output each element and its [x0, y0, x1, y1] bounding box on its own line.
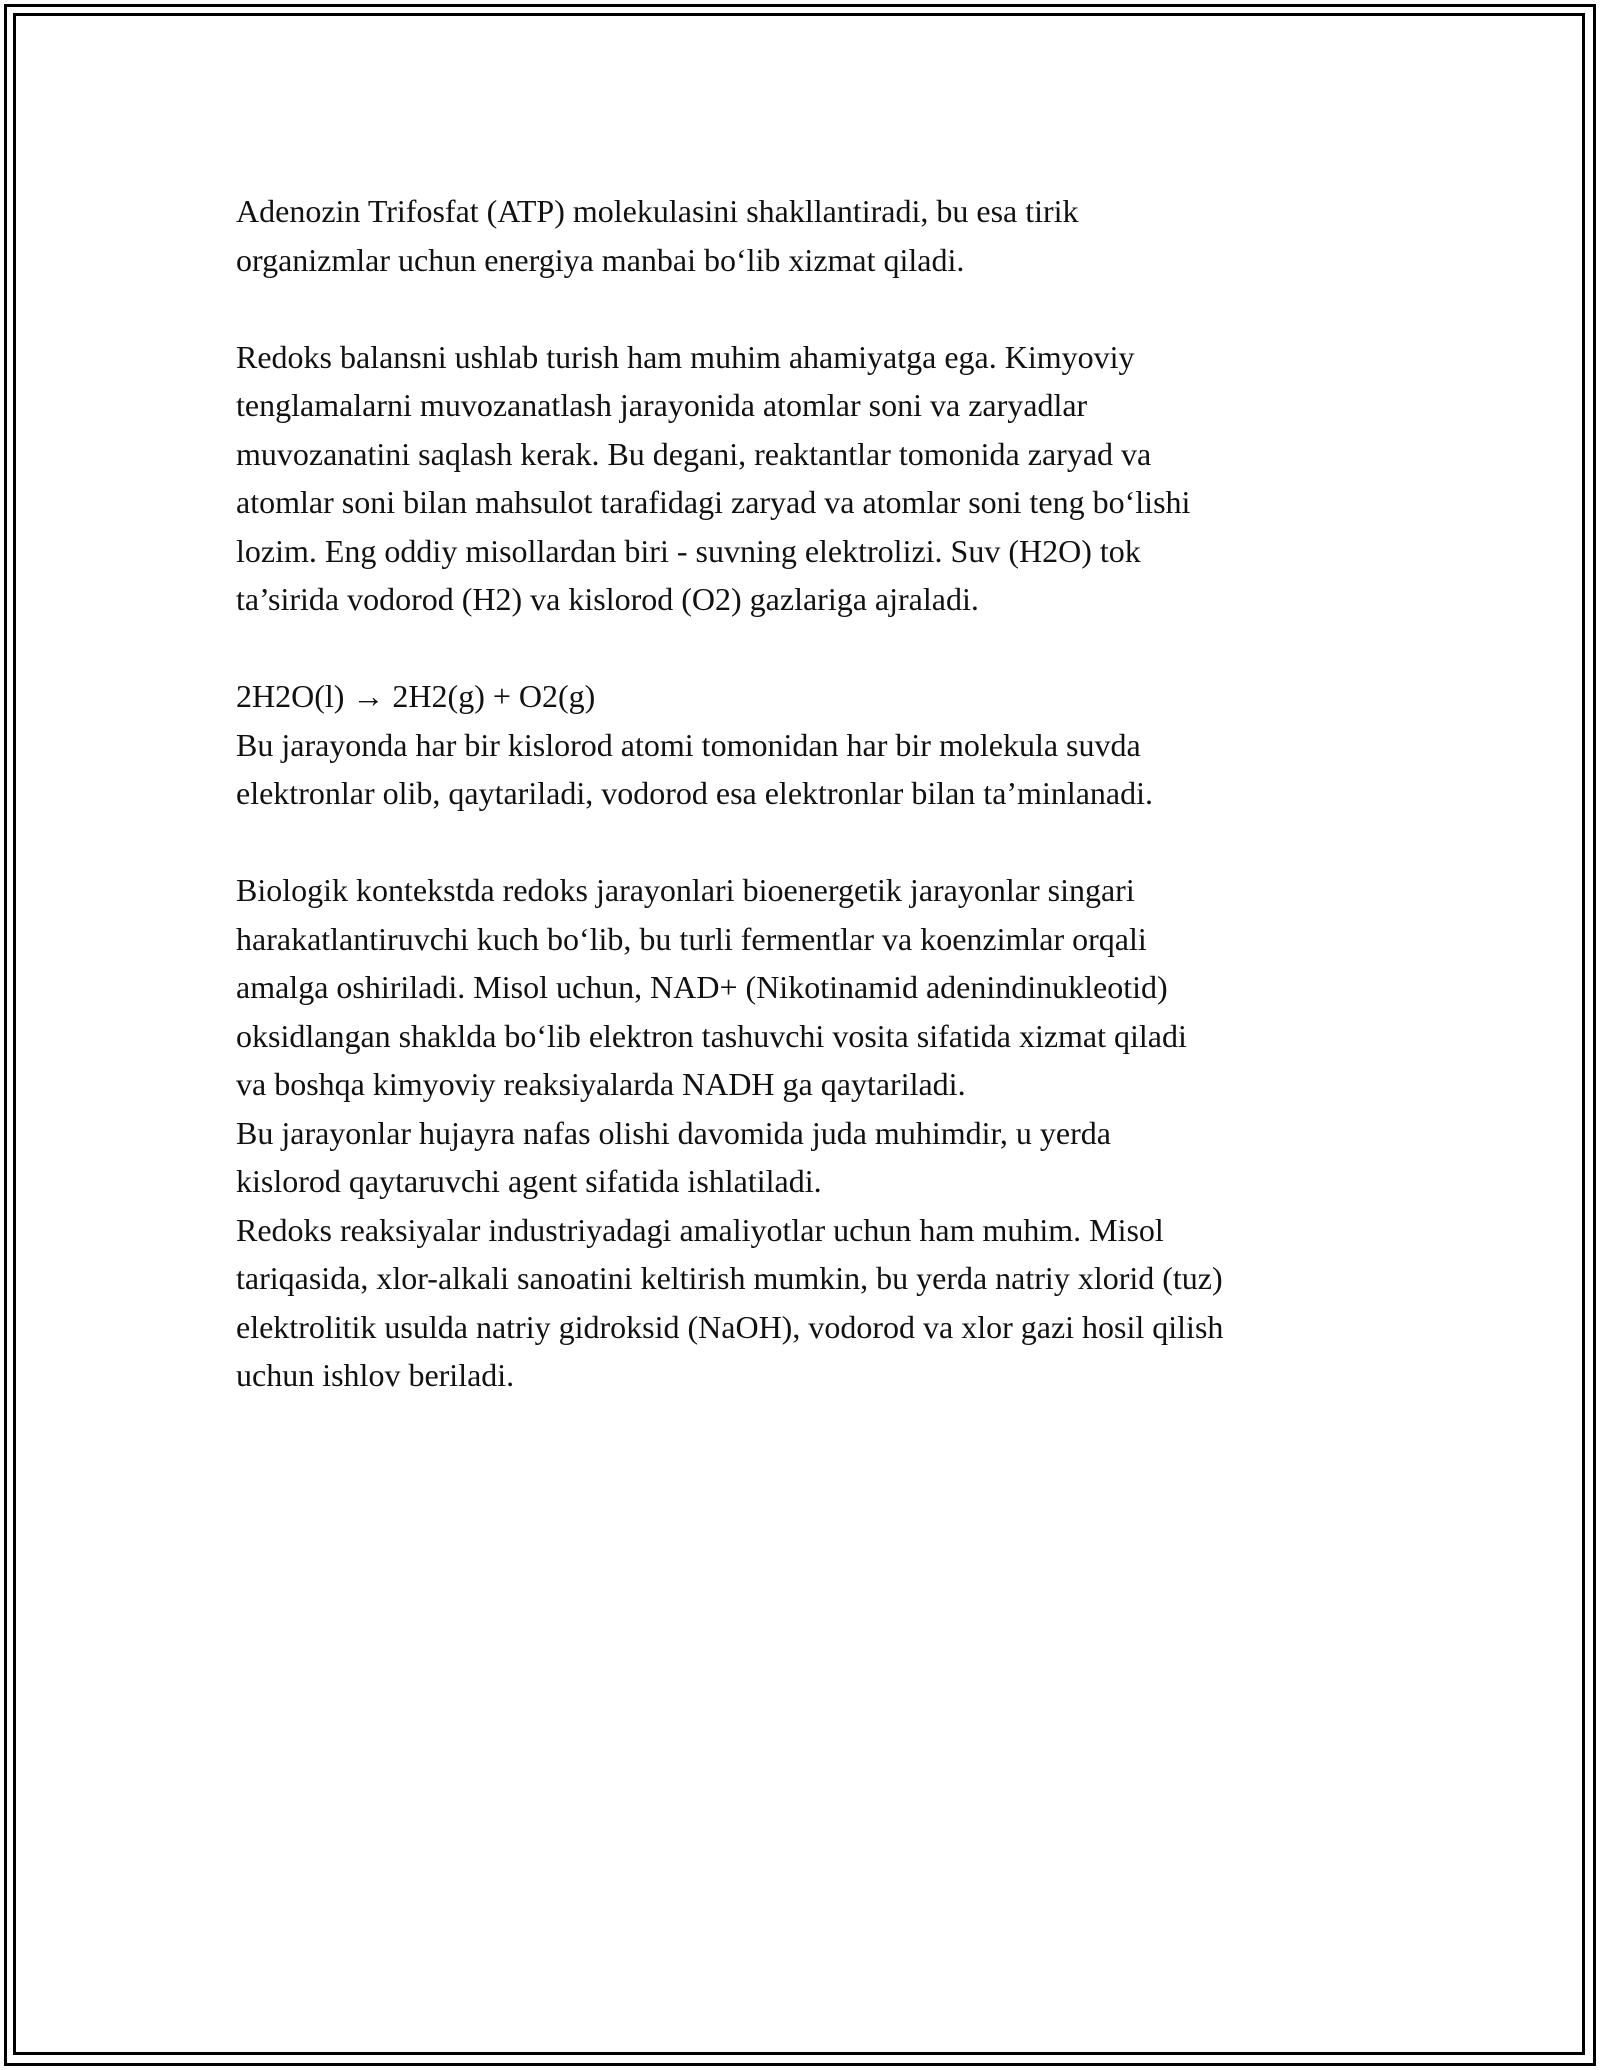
paragraph-spacer: [236, 624, 1396, 673]
text-line: harakatlantiruvchi kuch bo‘lib, bu turli fermentlar va koenzimlar orqali: [236, 920, 1147, 957]
text-line: va boshqa kimyoviy reaksiyalarda NADH ga qaytariladi.: [236, 1066, 966, 1102]
text-line: oksidlangan shaklda bo‘lib elektron tashuvchi vosita sifatida xizmat qiladi: [236, 1017, 1187, 1054]
text-line: tenglamalarni muvozanatlash jarayonida atomlar soni va zaryadlar: [236, 387, 1088, 423]
paragraph: [236, 866, 1396, 1400]
text-line: tariqasida, xlor-alkali sanoatini keltirish mumkin, bu yerda natriy xlorid (tuz): [236, 1260, 1223, 1296]
text-line: 2H2O(l) → 2H2(g) + O2(g): [236, 678, 596, 714]
text-line: kislorod qaytaruvchi agent sifatida ishlatiladi.: [236, 1163, 822, 1199]
text-line: Bu jarayonlar hujayra nafas olishi davomida juda muhimdir, u yerda: [236, 1114, 1111, 1151]
text-line: muvozanatini saqlash kerak. Bu degani, reaktantlar tomonida zaryad va: [236, 435, 1152, 472]
text-line: atomlar soni bilan mahsulot tarafidagi zaryad va atomlar soni teng bo‘lishi: [236, 484, 1191, 520]
paragraph: [236, 187, 1396, 284]
text-line: elektronlar olib, qaytariladi, vodorod esa elektronlar bilan ta’minlanadi.: [236, 775, 1154, 811]
text-line: Biologik kontekstda redoks jarayonlari bioenergetik jarayonlar singari: [236, 872, 1135, 908]
document-body: [236, 187, 1396, 1400]
text-line: elektrolitik usulda natriy gidroksid (NaOH), vodorod va xlor gazi hosil qilish: [236, 1308, 1224, 1345]
text-line: Redoks reaksiyalar industriyadagi amaliyotlar uchun ham muhim. Misol: [236, 1211, 1164, 1248]
text-line: ta’sirida vodorod (H2) va kislorod (O2) gazlariga ajraladi.: [236, 581, 979, 617]
text-line: Adenozin Trifosfat (ATP) molekulasini shakllantiradi, bu esa tirik: [236, 193, 1079, 229]
text-line: amalga oshiriladi. Misol uchun, NAD+ (Nikotinamid adenindinukleotid): [236, 969, 1168, 1005]
text-line: organizmlar uchun energiya manbai bo‘lib xizmat qiladi.: [236, 241, 965, 278]
paragraph-spacer: [236, 284, 1396, 333]
text-line: Redoks balansni ushlab turish ham muhim ahamiyatga ega. Kimyoviy: [236, 338, 1135, 375]
text-line: lozim. Eng oddiy misollardan biri - suvning elektrolizi. Suv (H2O) tok: [236, 532, 1141, 569]
paragraph: [236, 672, 1396, 818]
text-line: Bu jarayonda har bir kislorod atomi tomonidan har bir molekula suvda: [236, 726, 1141, 763]
paragraph: [236, 333, 1396, 624]
text-line: uchun ishlov beriladi.: [236, 1357, 515, 1393]
paragraph-spacer: [236, 818, 1396, 867]
